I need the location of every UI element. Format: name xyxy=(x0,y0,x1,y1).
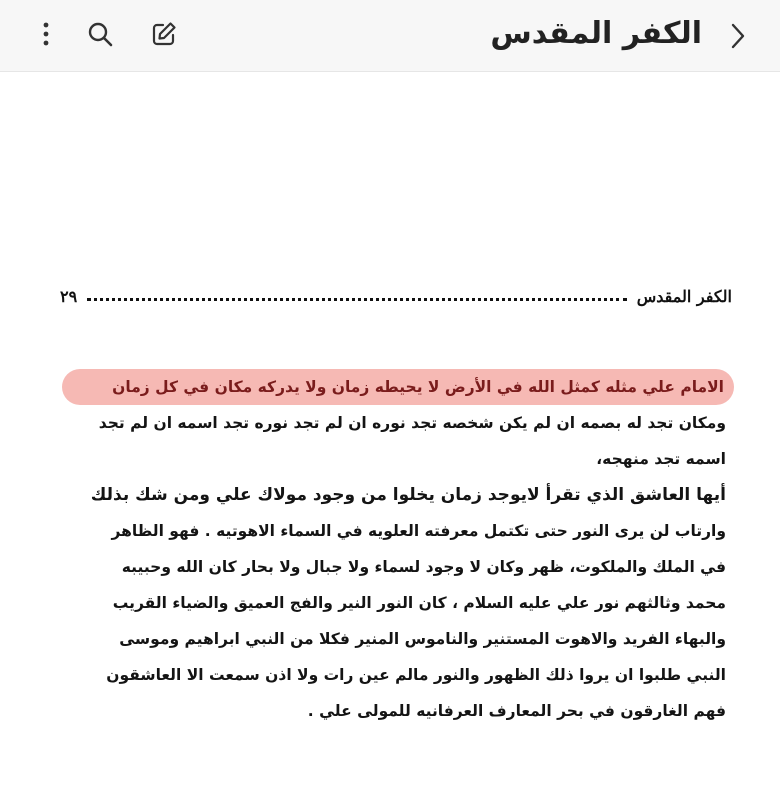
text-line: النبي طلبوا ان يروا ذلك الظهور والنور مالم عين رات ولا اذن سمعت الا العاشقون xyxy=(106,666,726,684)
edit-icon xyxy=(149,19,179,49)
text-line: والبهاء الفريد والاهوت المستنير والناموس المنير فكلا من النبي ابراهيم وموسى xyxy=(119,630,726,648)
search-button[interactable] xyxy=(80,14,120,54)
page-number: ٢٩ xyxy=(60,286,78,306)
running-head xyxy=(60,283,732,309)
page-body[interactable] xyxy=(70,369,726,729)
back-button[interactable] xyxy=(718,16,758,56)
running-title: الكفر المقدس xyxy=(636,286,732,306)
dotted-leader xyxy=(87,298,627,301)
text-line: وارتاب لن يرى النور حتى تكتمل معرفته العلويه في السماء الاهوتيه . فهو الظاهر xyxy=(111,522,726,540)
book-page xyxy=(0,73,780,800)
more-vertical-icon xyxy=(41,19,51,49)
highlighted-line[interactable]: الامام علي مثله كمثل الله في الأرض لا يحيطه زمان ولا يدركه مكان في كل زمان xyxy=(62,369,734,405)
app-bar xyxy=(0,0,780,72)
text-line: في الملك والملكوت، ظهر وكان لا وجود لسماء ولا جبال ولا بحار كان الله وحبيبه xyxy=(121,558,726,576)
text-line: أيها العاشق الذي تقرأ لايوجد زمان يخلوا من وجود مولاك علي ومن شك بذلك xyxy=(90,485,726,505)
text-line: اسمه تجد منهجه، xyxy=(596,450,726,468)
more-options-button[interactable] xyxy=(26,14,66,54)
chevron-right-icon xyxy=(727,21,749,51)
text-line: فهم الغارقون في بحر المعارف العرفانيه للمولى علي . xyxy=(307,702,726,720)
text-line: محمد وثالثهم نور علي عليه السلام ، كان النور النير والفج العميق والضياء القريب xyxy=(112,594,726,612)
edit-button[interactable] xyxy=(144,14,184,54)
text-line: ومكان تجد له بصمه ان لم يكن شخصه تجد نوره ان لم تجد نوره تجد اسمه ان لم تجد xyxy=(98,414,726,432)
search-icon xyxy=(85,19,115,49)
page-title: الكفر المقدس xyxy=(490,16,702,51)
